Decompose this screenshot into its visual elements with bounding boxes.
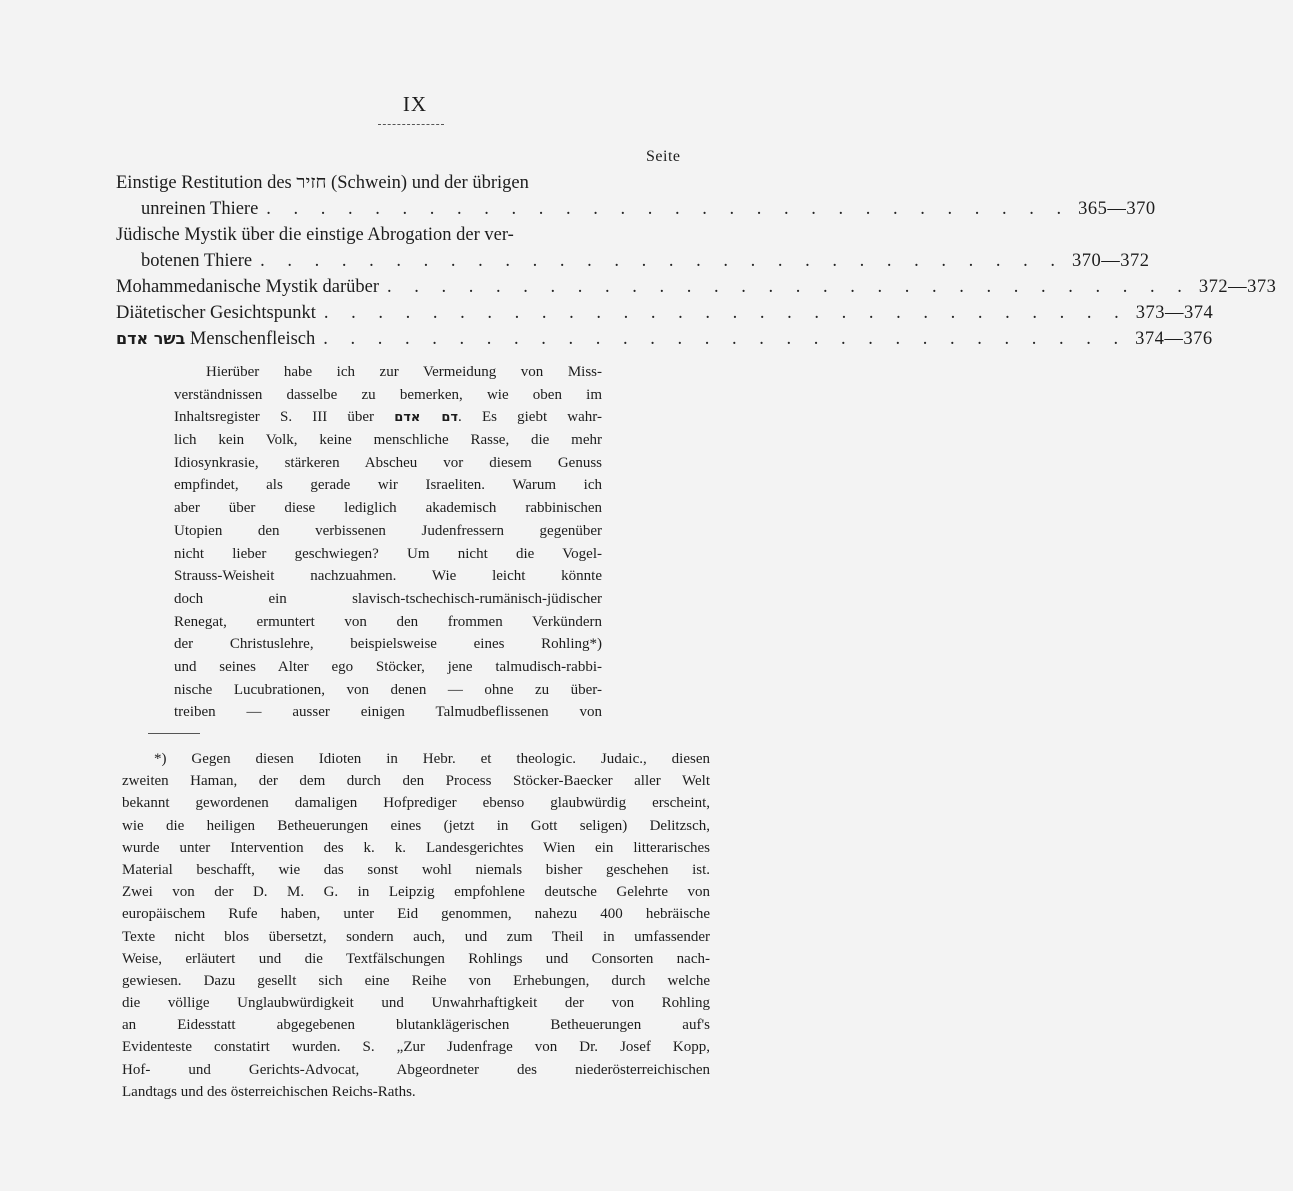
footnote-line: Weise, erläutert und die Textfälschungen Rohlings und Consorten nach- bbox=[122, 950, 710, 967]
footnote-line: europäischem Rufe haben, unter Eid genommen, nahezu 400 hebräische bbox=[122, 906, 710, 923]
toc-entry-pages: 372—373 bbox=[1198, 277, 1277, 297]
toc-entry-title: Mohammedanische Mystik darüber bbox=[116, 277, 380, 297]
toc-entry-title bbox=[116, 326, 315, 352]
text-line: Idiosynkrasie, stärkeren Abscheu vor diesem Genuss bbox=[174, 454, 602, 471]
toc-entry-line bbox=[116, 248, 1150, 274]
toc-entry-title: Einstige Restitution des חזיר (Schwein) und der übrigen bbox=[116, 173, 529, 193]
toc-entry-pages: 365—370 bbox=[1078, 199, 1156, 219]
toc-entry-title: unreinen Thiere bbox=[141, 199, 259, 219]
footnote-line: Hof- und Gerichts-Advocat, Abgeordneter des niederösterreichischen bbox=[122, 1061, 710, 1078]
text-line: aber über diese lediglich akademisch rabbinischen bbox=[174, 500, 602, 517]
footnote-line: *) Gegen diesen Idioten in Hebr. et theologic. Judaic., diesen bbox=[154, 751, 710, 767]
footnote-line: an Eidesstatt abgegebenen blutanklägerischen Betheuerungen auf's bbox=[122, 1017, 710, 1034]
footnote-rule bbox=[148, 733, 200, 734]
text-fragment: Inhaltsregister S. III über bbox=[174, 409, 395, 426]
text-line: Utopien den verbissenen Judenfressern gegenüber bbox=[174, 522, 602, 539]
text-line: Strauss-Weisheit nachzuahmen. Wie leicht könnte bbox=[174, 568, 602, 585]
header-rule bbox=[378, 124, 444, 125]
toc-entry-title-text: Menschenfleisch bbox=[189, 329, 316, 349]
text-line: doch ein slavisch-tschechisch-rumänisch-jüdischer bbox=[174, 590, 602, 607]
text-line: Renegat, ermuntert von den frommen Verkündern bbox=[174, 613, 602, 630]
footnote-line: Material beschafft, wie das sonst wohl niemals bisher geschehen ist. bbox=[122, 861, 710, 878]
toc-entry-title: Diätetischer Gesichtspunkt bbox=[116, 303, 316, 323]
table-of-contents bbox=[116, 170, 1277, 352]
footnote-line: Texte nicht blos übersetzt, sondern auch, und zum Theil in umfassender bbox=[122, 928, 710, 945]
hebrew-term: בשר אדם bbox=[116, 329, 186, 348]
page-column-heading: Seite bbox=[646, 148, 681, 165]
text-fragment: . Es giebt wahr- bbox=[458, 409, 602, 426]
hebrew-term: דם אדם bbox=[394, 410, 459, 426]
text-line: Hierüber habe ich zur Vermeidung von Miss- bbox=[206, 364, 602, 380]
dot-leader: . . . . . . . . . . . . . . . . . . . . . . . . . . . . . . bbox=[387, 277, 1191, 297]
text-line: der Christuslehre, beispielsweise eines Rohling*) bbox=[174, 636, 602, 653]
footnote-line: Evidenteste constatirt wurden. S. „Zur Judenfrage von Dr. Josef Kopp, bbox=[122, 1039, 710, 1056]
dot-leader: . . . . . . . . . . . . . . . . . . . . . . . . . . . . . . bbox=[323, 303, 1128, 323]
text-line: und seines Alter ego Stöcker, jene talmudisch-rabbi- bbox=[174, 658, 602, 675]
body-paragraph bbox=[174, 361, 602, 724]
footnote bbox=[122, 748, 710, 1103]
dot-leader: . . . . . . . . . . . . . . . . . . . . . . . . . . . . . . bbox=[266, 199, 1071, 219]
toc-entry-pages: 374—376 bbox=[1135, 329, 1213, 349]
toc-entry-pages: 373—374 bbox=[1135, 303, 1214, 323]
dot-leader: . . . . . . . . . . . . . . . . . . . . . . . . . . . . . . bbox=[260, 251, 1065, 271]
toc-entry-line bbox=[116, 222, 716, 248]
footnote-line: bekannt gewordenen damaligen Hofprediger ebenso glaubwürdig erscheint, bbox=[122, 795, 710, 812]
footnote-line: wurde unter Intervention des k. k. Landesgerichtes Wien ein litterarisches bbox=[122, 839, 710, 856]
toc-entry-line bbox=[116, 274, 1277, 300]
toc-entry-line bbox=[116, 170, 716, 196]
text-line: nische Lucubrationen, von denen — ohne zu über- bbox=[174, 681, 602, 698]
footnote-line: Landtags und des österreichischen Reichs-Raths. bbox=[122, 1083, 416, 1100]
toc-entry-title: botenen Thiere bbox=[141, 251, 253, 271]
toc-entry-line bbox=[116, 196, 1156, 222]
toc-entry-line bbox=[116, 326, 1213, 352]
dot-leader: . . . . . . . . . . . . . . . . . . . . . . . . . . . . . . bbox=[323, 329, 1128, 349]
text-line: empfindet, als gerade wir Israeliten. Warum ich bbox=[174, 477, 602, 494]
page-number: IX bbox=[402, 92, 428, 116]
footnote-line: die völlige Unglaubwürdigkeit und Unwahrhaftigkeit der von Rohling bbox=[122, 995, 710, 1012]
text-line: lich kein Volk, keine menschliche Rasse, die mehr bbox=[174, 432, 602, 449]
footnote-line: gewiesen. Dazu gesellt sich eine Reihe von Erhebungen, durch welche bbox=[122, 972, 710, 989]
footnote-line: Zwei von der D. M. G. in Leipzig empfohlene deutsche Gelehrte von bbox=[122, 884, 710, 901]
footnote-line: zweiten Haman, der dem durch den Process Stöcker-Baecker aller Welt bbox=[122, 773, 710, 790]
toc-entry-title: Jüdische Mystik über die einstige Abrogation der ver- bbox=[116, 225, 514, 245]
toc-entry-line bbox=[116, 300, 1214, 326]
text-line: verständnissen dasselbe zu bemerken, wie oben im bbox=[174, 386, 602, 403]
toc-entry-pages: 370—372 bbox=[1072, 251, 1150, 271]
footnote-line: wie die heiligen Betheuerungen eines (jetzt in Gott seligen) Delitzsch, bbox=[122, 817, 710, 834]
text-line bbox=[174, 406, 602, 429]
text-line: treiben — ausser einigen Talmudbeflissenen von bbox=[174, 704, 602, 721]
text-line: nicht lieber geschwiegen? Um nicht die Vogel- bbox=[174, 545, 602, 562]
